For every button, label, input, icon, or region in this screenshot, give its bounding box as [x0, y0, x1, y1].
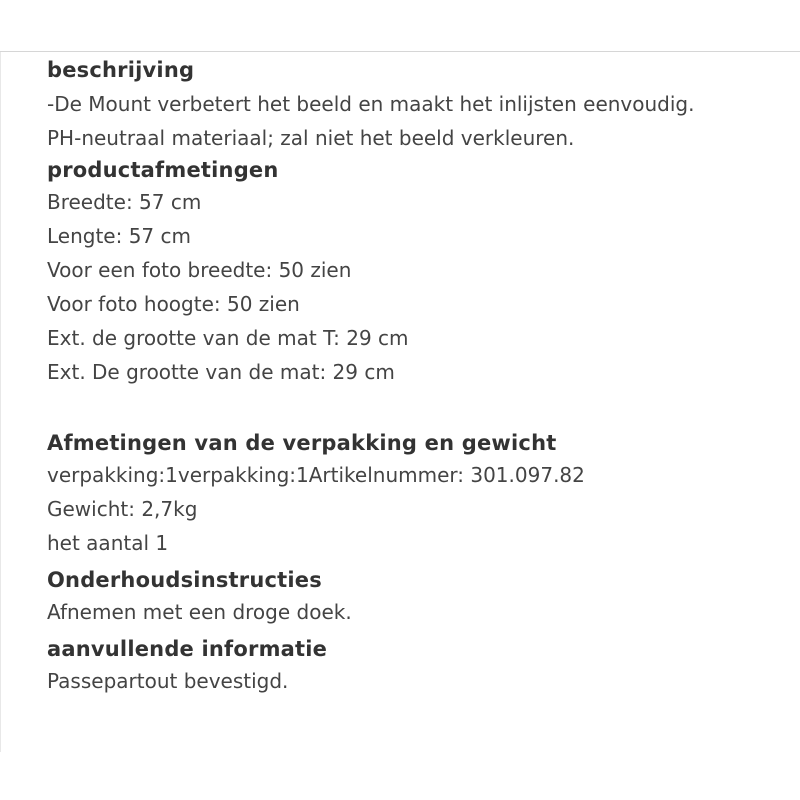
- left-border: [0, 52, 1, 752]
- packaging-line: verpakking:1verpakking:1Artikelnummer: 301.097.82: [47, 463, 585, 487]
- packaging-line: het aantal 1: [47, 531, 169, 555]
- care-heading: Onderhoudsinstructies: [47, 568, 322, 592]
- top-divider: [0, 51, 800, 52]
- dimension-line: Lengte: 57 cm: [47, 224, 191, 248]
- description-line: -De Mount verbetert het beeld en maakt het inlijsten eenvoudig.: [47, 92, 695, 116]
- dimension-line: Ext. De grootte van de mat: 29 cm: [47, 360, 395, 384]
- additional-info-heading: aanvullende informatie: [47, 637, 328, 661]
- dimension-line: Breedte: 57 cm: [47, 190, 202, 214]
- dimension-line: Voor foto hoogte: 50 zien: [47, 292, 300, 316]
- dimensions-section: [47, 155, 792, 389]
- dimension-line: Ext. de grootte van de mat T: 29 cm: [47, 326, 409, 350]
- packaging-line: Gewicht: 2,7kg: [47, 497, 198, 521]
- care-line: Afnemen met een droge doek.: [47, 600, 352, 624]
- additional-info-line: Passepartout bevestigd.: [47, 669, 289, 693]
- packaging-heading: Afmetingen van de verpakking en gewicht: [47, 431, 557, 455]
- description-heading: beschrijving: [47, 58, 195, 82]
- additional-info-section: [47, 634, 792, 698]
- dimensions-heading: productafmetingen: [47, 158, 279, 182]
- packaging-section: [47, 428, 792, 560]
- description-line: PH-neutraal materiaal; zal niet het beeld verkleuren.: [47, 126, 575, 150]
- description-section: [47, 55, 792, 155]
- care-section: [47, 565, 792, 629]
- product-details-panel: [47, 55, 792, 698]
- dimension-line: Voor een foto breedte: 50 zien: [47, 258, 352, 282]
